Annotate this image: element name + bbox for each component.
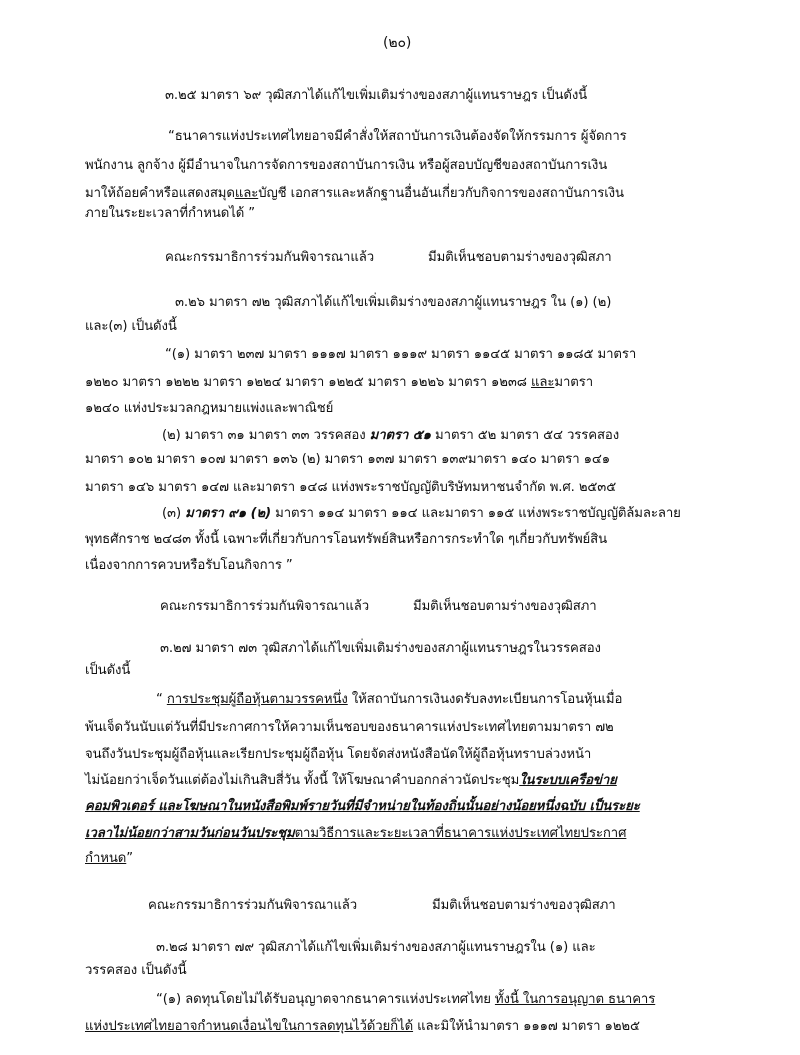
paragraph-line: จนถึงวันประชุมผู้ถือหุ้นและเรียกประชุมผู้ถือหุ้น โดยจัดส่งหนังสือนัดให้ผู้ถือหุ้นทราบล่วงหน้า [85, 747, 592, 762]
section-3-25-heading: ๓.๒๕ มาตรา ๖๙ วุฒิสภาได้แก้ไขเพิ่มเติมร่างของสภาผู้แทนราษฎร เป็นดังนี้ [165, 88, 588, 103]
item-line: มาตรา ๑๔๖ มาตรา ๑๔๗ และมาตรา ๑๔๘ แห่งพระราชบัญญัติบริษัทมหาชนจำกัด พ.ศ. ๒๕๓๕ [85, 480, 617, 495]
bold-italic-text: มาตรา ๙๑ (๒) [185, 506, 272, 521]
paragraph-line: พ้นเจ็ดวันนับแต่วันที่มีประกาศการให้ความเห็นชอบของธนาคารแห่งประเทศไทยตามมาตรา ๗๒ [85, 720, 614, 735]
paragraph-text: ” [126, 851, 133, 866]
paragraph-line [85, 772, 617, 790]
paragraph-line [156, 991, 655, 1009]
committee-label: คณะกรรมาธิการร่วมกันพิจารณาแล้ว [165, 250, 375, 265]
committee-label: คณะกรรมาธิการร่วมกันพิจารณาแล้ว [148, 898, 358, 913]
underlined-text: และ [530, 375, 555, 390]
item-line: พุทธศักราช ๒๔๘๓ ทั้งนี้ เฉพาะที่เกี่ยวกับการโอนทรัพย์สินหรือการกระทำใด ๆเกี่ยวกับทรัพย์สิน [85, 532, 608, 547]
committee-resolution: มีมติเห็นชอบตามร่างของวุฒิสภา [428, 250, 612, 265]
quote-text: มาให้ถ้อยคำหรือแสดงสมุด [85, 186, 235, 201]
paragraph-text: “ [156, 692, 167, 707]
item-text: มาตรา [554, 375, 594, 390]
section-3-28-heading: วรรคสอง เป็นดังนี้ [85, 963, 187, 978]
item-line: เนื่องจากการควบหรือรับโอนกิจการ ” [85, 558, 293, 573]
section-3-27-heading: เป็นดังนี้ [85, 663, 131, 678]
bold-italic-text: ในระบบเครือข่าย [519, 773, 617, 788]
underlined-text: ทั้งนี้ ในการอนุญาต ธนาคาร [494, 992, 656, 1007]
quote-line: ภายในระยะเวลาที่กำหนดได้ ” [85, 206, 256, 221]
quote-line: พนักงาน ลูกจ้าง ผู้มีอำนาจในการจัดการของสถาบันการเงิน หรือผู้สอบบัญชีของสถาบันการเงิน [85, 158, 608, 173]
quote-text: บัญชี เอกสารและหลักฐานอื่นอันเกี่ยวกับกิจการของสถาบันการเงิน [258, 186, 624, 201]
page-number: (๒๐) [383, 35, 412, 51]
underlined-text: ตามวิธีการและระยะเวลาที่ธนาคารแห่งประเทศไทยประกาศ [294, 826, 627, 841]
section-3-26-heading: และ(๓) เป็นดังนี้ [85, 319, 177, 334]
item-line: มาตรา ๑๐๒ มาตรา ๑๐๗ มาตรา ๑๓๖ (๒) มาตรา ๑๓๗ มาตรา ๑๓๙มาตรา ๑๔๐ มาตรา ๑๔๑ [85, 452, 611, 467]
committee-resolution: มีมติเห็นชอบตามร่างของวุฒิสภา [432, 898, 616, 913]
item-text: (๓) [162, 506, 186, 521]
paragraph-line [85, 1018, 640, 1036]
paragraph-line [85, 798, 640, 816]
item-line: ๑๒๔๐ แห่งประมวลกฎหมายแพ่งและพาณิชย์ [85, 401, 334, 416]
underlined-text: แห่งประเทศไทยอาจกำหนดเงื่อนไขในการลดทุนไว้ด้วยก็ได้ [85, 1019, 414, 1034]
section-3-28-heading: ๓.๒๘ มาตรา ๗๙ วุฒิสภาได้แก้ไขเพิ่มเติมร่างของสภาผู้แทนราษฎรใน (๑) และ [156, 940, 596, 955]
bold-italic-text: มาตรา ๕๑ [369, 428, 431, 443]
paragraph-text: และมิให้นำมาตรา ๑๑๑๗ มาตรา ๑๒๒๕ [413, 1019, 640, 1034]
underlined-text: และ [234, 186, 259, 201]
item-text: (๒) มาตรา ๓๑ มาตรา ๓๓ วรรคสอง [162, 428, 370, 443]
bold-italic-text: เวลาไม่น้อยกว่าสามวันก่อนวันประชุม [85, 826, 295, 841]
paragraph-line [85, 850, 133, 868]
paragraph-text: “(๑) ลดทุนโดยไม่ได้รับอนุญาตจากธนาคารแห่งประเทศไทย [156, 992, 495, 1007]
item-text: มาตรา ๑๑๔ มาตรา ๑๑๔ และมาตรา ๑๑๕ แห่งพระราชบัญญัติล้มละลาย [271, 506, 681, 521]
item-line: “(๑) มาตรา ๒๓๗ มาตรา ๑๑๑๗ มาตรา ๑๑๑๙ มาตรา ๑๑๔๕ มาตรา ๑๑๘๕ มาตรา [165, 347, 637, 362]
section-3-26-heading: ๓.๒๖ มาตรา ๗๒ วุฒิสภาได้แก้ไขเพิ่มเติมร่างของสภาผู้แทนราษฎร ใน (๑) (๒) [175, 295, 612, 310]
item-line [85, 374, 593, 392]
underlined-text: กำหนด [85, 851, 127, 866]
paragraph-text: ให้สถาบันการเงินงดรับลงทะเบียนการโอนหุ้นเมื่อ [347, 692, 623, 707]
item-line [162, 427, 619, 445]
paragraph-line [156, 691, 622, 709]
committee-resolution: มีมติเห็นชอบตามร่างของวุฒิสภา [413, 599, 597, 614]
quote-line [85, 185, 624, 203]
paragraph-text: ไม่น้อยกว่าเจ็ดวันแต่ต้องไม่เกินสิบสี่วัน ทั้งนี้ ให้โฆษณาคำบอกกล่าวนัดประชุม [85, 773, 520, 788]
paragraph-line [85, 825, 626, 843]
item-text: มาตรา ๕๒ มาตรา ๕๔ วรรคสอง [430, 428, 620, 443]
item-line [162, 505, 681, 523]
committee-label: คณะกรรมาธิการร่วมกันพิจารณาแล้ว [160, 599, 370, 614]
item-text: ๑๒๒๐ มาตรา ๑๒๒๒ มาตรา ๑๒๒๔ มาตรา ๑๒๒๕ มาตรา ๑๒๒๖ มาตรา ๑๒๓๘ [85, 375, 531, 390]
bold-italic-text: คอมพิวเตอร์ และโฆษณาในหนังสือพิมพ์รายวันที่มีจำหน่ายในท้องถิ่นนั้นอย่างน้อยหนึ่งฉบับ เป็นระยะ [85, 799, 640, 814]
quote-line: “ธนาคารแห่งประเทศไทยอาจมีคำสั่งให้สถาบันการเงินต้องจัดให้กรรมการ ผู้จัดการ [168, 129, 627, 144]
underlined-text: การประชุมผู้ถือหุ้นตามวรรคหนึ่ง [166, 692, 348, 707]
section-3-27-heading: ๓.๒๗ มาตรา ๗๓ วุฒิสภาได้แก้ไขเพิ่มเติมร่างของสภาผู้แทนราษฎรในวรรคสอง [160, 641, 601, 656]
